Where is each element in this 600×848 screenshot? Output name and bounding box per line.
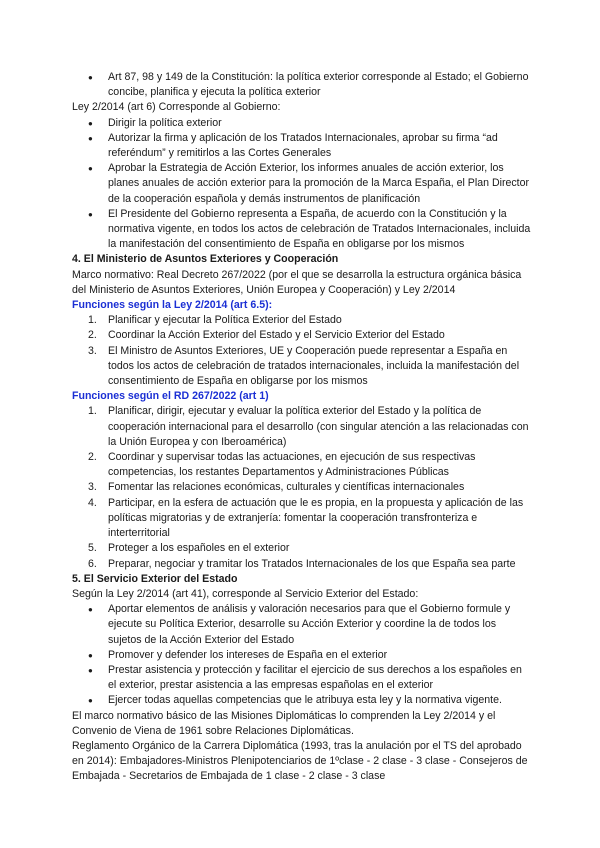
list-item: ● Prestar asistencia y protección y facilitar el ejercicio de sus derechos a los españoles en el exterior, prestar asistencia a las empresas españolas en el exterior xyxy=(72,663,532,693)
list-item: ● Dirigir la política exterior xyxy=(72,116,532,131)
list-item: 5. Proteger a los españoles en el exterior xyxy=(88,542,290,555)
list-item: 6. Preparar, negociar y tramitar los Tratados Internacionales de los que España sea parte xyxy=(88,557,516,570)
list-item: 3. El Ministro de Asuntos Exteriores, UE y Cooperación puede representar a España en todos los actos de celebración de tratados internacionales, incluida la manifestación del consentimiento de España en obligarse por los mismos xyxy=(88,344,520,388)
funciones-rd-list xyxy=(72,404,532,571)
section-4-heading: 4. El Ministerio de Asuntos Exteriores y Cooperación xyxy=(72,253,339,266)
document-body xyxy=(72,70,532,785)
constitution-bullet-list xyxy=(72,70,532,100)
list-item: ● Ejercer todas aquellas competencias que le atribuya esta ley y la normativa vigente. xyxy=(72,693,532,708)
gobierno-bullet-list xyxy=(72,116,532,253)
section-5-heading: 5. El Servicio Exterior del Estado xyxy=(72,572,238,585)
list-item: ● Art 87, 98 y 149 de la Constitución: la política exterior corresponde al Estado; el Gobierno concibe, planifica y ejecuta la política exterior xyxy=(72,70,532,100)
closing-paragraph-reglamento: Reglamento Orgánico de la Carrera Diplomática (1993, tras la anulación por el TS del aprobado en 2014): Embajadores-Ministros Plenipotenciarios de 1ºclase - 2 clase - 3 clase - Consejeros de Embajada - Secretarios de Embajada de 1 clase - 2 clase - 3 clase xyxy=(72,739,528,783)
list-item: ● Autorizar la firma y aplicación de los Tratados Internacionales, aprobar su firma “ad referéndum” y remitirlos a las Cortes Generales xyxy=(72,131,532,161)
list-item: ● Aportar elementos de análisis y valoración necesarios para que el Gobierno formule y ejecute su Política Exterior, desarrolle su Acción Exterior y coordine la de todos los sujetos de la Acción Exterior del Estado xyxy=(72,602,532,648)
list-item: ● Aprobar la Estrategia de Acción Exterior, los informes anuales de acción exterior, los planes anuales de acción exterior para la promoción de la Marca España, el Plan Director de la cooperación española y demás instrumentos de planificación xyxy=(72,161,532,207)
funciones-ley-list xyxy=(72,313,532,389)
ley-gobierno-line: Ley 2/2014 (art 6) Corresponde al Gobierno: xyxy=(72,101,281,114)
list-item: ● Promover y defender los intereses de España en el exterior xyxy=(72,648,532,663)
closing-paragraph-misiones: El marco normativo básico de las Misiones Diplomáticas lo comprenden la Ley 2/2014 y el Convenio de Viena de 1961 sobre Relaciones Diplomáticas. xyxy=(72,709,496,737)
list-item: 1. Planificar y ejecutar la Política Exterior del Estado xyxy=(88,314,342,327)
section-4-marco-normativo: Marco normativo: Real Decreto 267/2022 (por el que se desarrolla la estructura orgánica básica del Ministerio de Asuntos Exteriores, Unión Europea y Cooperación) y Ley 2/2014 xyxy=(72,268,522,296)
list-item: 1. Planificar, dirigir, ejecutar y evaluar la política exterior del Estado y la política de cooperación internacional para el desarrollo (con singular atención a las relacionadas con la Unión Europea y con Iberoamérica) xyxy=(88,405,529,448)
list-item: ● El Presidente del Gobierno representa a España, de acuerdo con la Constitución y la normativa vigente, en todos los actos de celebración de Tratados Internacionales, incluida la manifestación del consentimiento de España en obligarse por los mismos xyxy=(72,207,532,253)
list-item: 4. Participar, en la esfera de actuación que le es propia, en la propuesta y aplicación de las políticas migratorias y de extranjería: fomentar la cooperación transfronteriza e interterritorial xyxy=(88,496,524,540)
servicio-exterior-bullet-list xyxy=(72,602,532,708)
section-5-intro: Según la Ley 2/2014 (art 41), corresponde al Servicio Exterior del Estado: xyxy=(72,587,419,600)
funciones-rd-heading: Funciones según el RD 267/2022 (art 1) xyxy=(72,390,269,403)
list-item: 2. Coordinar la Acción Exterior del Estado y el Servicio Exterior del Estado xyxy=(88,329,445,342)
list-item: 3. Fomentar las relaciones económicas, culturales y científicas internacionales xyxy=(88,481,465,494)
list-item: 2. Coordinar y supervisar todas las actuaciones, en ejecución de sus respectivas competencias, los restantes Departamentos y Administraciones Públicas xyxy=(88,451,476,479)
funciones-ley-heading: Funciones según la Ley 2/2014 (art 6.5): xyxy=(72,299,273,312)
